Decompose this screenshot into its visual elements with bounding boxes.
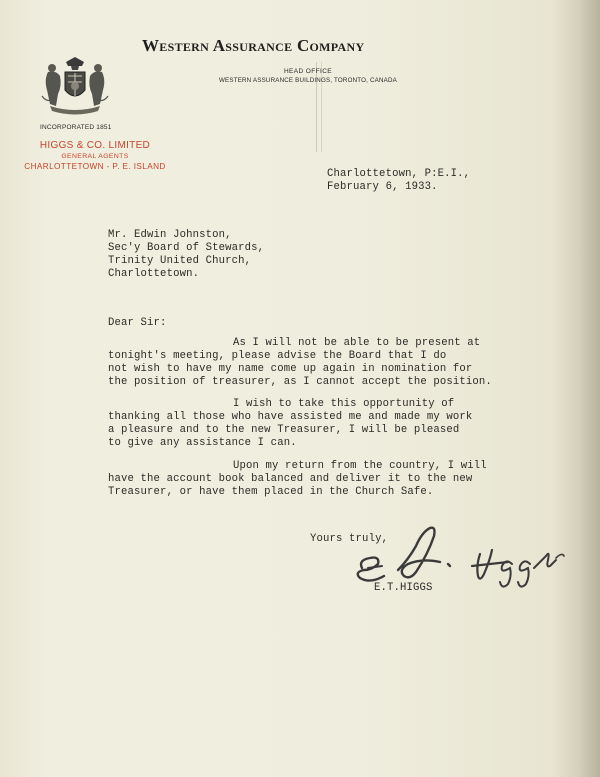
paragraph-1-line: not wish to have my name come up again in nomination for [108, 363, 473, 375]
handwritten-signature [350, 520, 580, 590]
paragraph-2-line: a pleasure and to the new Treasurer, I will be pleased [108, 424, 460, 436]
recipient-line: Charlottetown. [108, 268, 200, 280]
agent-role: GENERAL AGENTS [61, 153, 129, 160]
page-edge-shadow [552, 0, 600, 777]
paragraph-3-line: Upon my return from the country, I will [233, 460, 487, 472]
paragraph-3-line: have the account book balanced and deliver it to the new [108, 473, 473, 485]
paragraph-3-line: Treasurer, or have them placed in the Church Safe. [108, 486, 434, 498]
paragraph-1-line: tonight's meeting, please advise the Board that I do [108, 350, 447, 362]
paragraph-1-line: the position of treasurer, as I cannot accept the position. [108, 376, 492, 388]
recipient-line: Sec'y Board of Stewards, [108, 242, 265, 254]
paragraph-1-line: As I will not be able to be present at [233, 337, 481, 349]
letter-place: Charlottetown, P:E.I., [327, 168, 471, 180]
paragraph-2-line: I wish to take this opportunity of [233, 398, 455, 410]
incorporated-year: INCORPORATED 1851 [40, 124, 112, 131]
letter-date: February 6, 1933. [327, 181, 438, 193]
company-name: Western Assurance Company [142, 36, 365, 55]
closing: Yours truly, [310, 533, 389, 545]
recipient-line: Trinity United Church, [108, 255, 252, 267]
signer-name: E.T.HIGGS [374, 582, 433, 594]
coat-of-arms-icon [38, 56, 112, 120]
head-office-label: HEAD OFFICE [283, 68, 333, 75]
recipient-line: Mr. Edwin Johnston, [108, 229, 232, 241]
paper-fold-mark [316, 62, 322, 152]
salutation: Dear Sir: [108, 317, 167, 329]
agent-location: CHARLOTTETOWN - P. E. ISLAND [24, 162, 166, 171]
head-office-address: WESTERN ASSURANCE BUILDINGS, TORONTO, CANADA [219, 77, 397, 84]
agent-name: HIGGS & CO. LIMITED [39, 140, 151, 151]
paragraph-2-line: thanking all those who have assisted me and made my work [108, 411, 473, 423]
paragraph-2-line: to give any assistance I can. [108, 437, 297, 449]
